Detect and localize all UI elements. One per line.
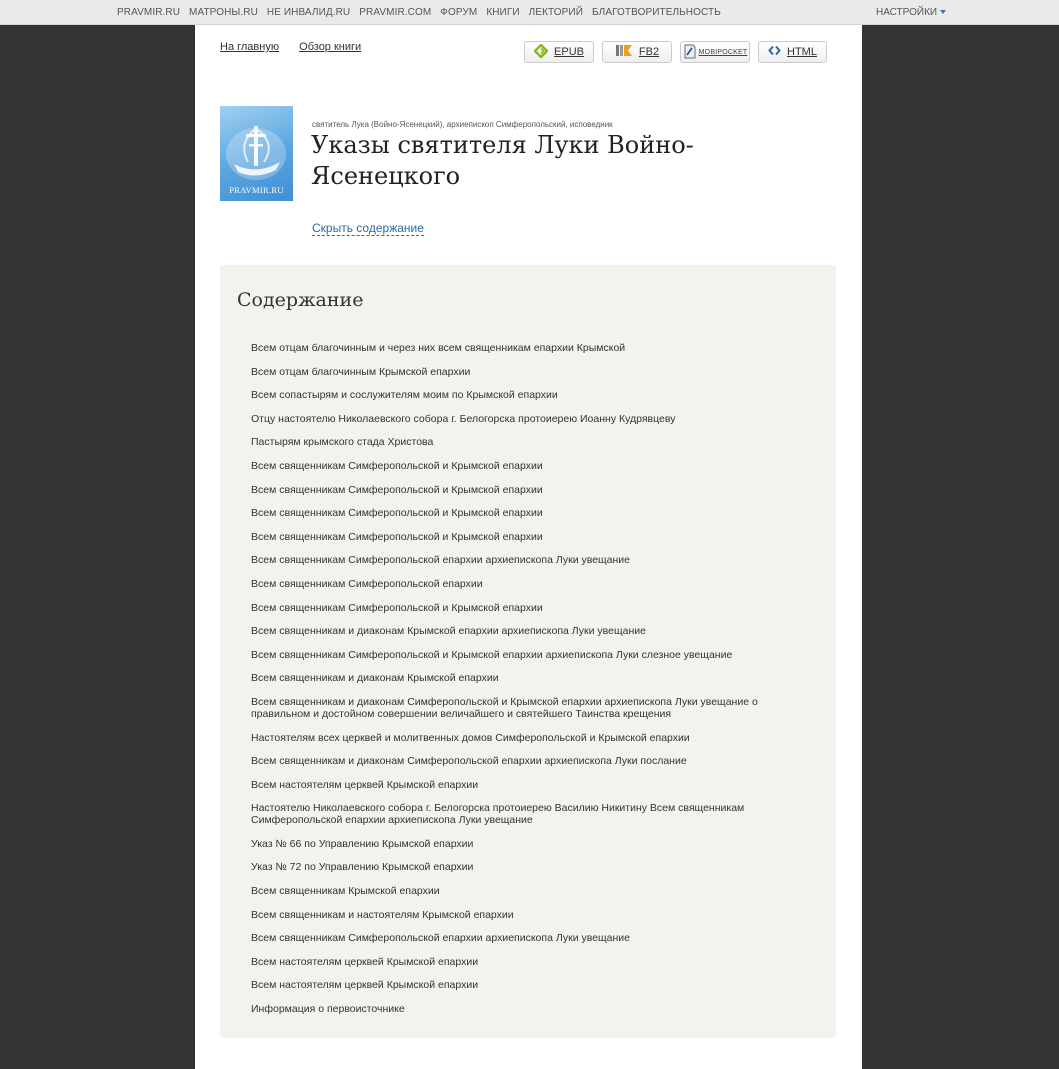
- toc-item[interactable]: Информация о первоисточнике: [251, 1003, 405, 1016]
- toc-heading: Содержание: [237, 289, 364, 311]
- toc-item[interactable]: Всем сопастырям и сослужителям моим по Крымской епархии: [251, 389, 558, 402]
- fb2-download-button[interactable]: [602, 41, 672, 63]
- toc-item[interactable]: Указ № 66 по Управлению Крымской епархии: [251, 837, 474, 850]
- mobipocket-label: MOBIPOCKET: [698, 48, 748, 56]
- nav-link-pravmir-com[interactable]: PRAVMIR.COM: [359, 6, 432, 18]
- toc-item[interactable]: Всем священникам и диаконам Крымской епархии архиепископа Луки увещание: [251, 625, 646, 638]
- nav-link-pravmir-ru[interactable]: PRAVMIR.RU: [117, 6, 181, 18]
- html-label: HTML: [787, 46, 817, 58]
- toc-item[interactable]: Всем священникам Крымской епархии: [251, 885, 440, 898]
- home-link[interactable]: На главную: [220, 41, 280, 53]
- toggle-contents-link[interactable]: Скрыть содержание: [312, 221, 424, 235]
- nav-link-lectures[interactable]: ЛЕКТОРИЙ: [528, 6, 583, 18]
- book-title: Указы святителя Луки Войно-Ясенецкого: [311, 131, 694, 190]
- nav-link-forum[interactable]: ФОРУМ: [440, 6, 478, 18]
- toc-item[interactable]: Всем священникам и диаконам Симферопольской епархии архиепископа Луки послание: [251, 755, 687, 768]
- fb2-icon: [615, 44, 633, 60]
- toc-item[interactable]: Всем настоятелям церквей Крымской епархии: [251, 778, 479, 791]
- breadcrumb: [220, 41, 378, 53]
- book-page: [195, 25, 862, 1069]
- settings-dropdown[interactable]: [876, 0, 946, 24]
- nav-link-neinvalid[interactable]: НЕ ИНВАЛИД.RU: [266, 6, 351, 18]
- toc-item[interactable]: Всем отцам благочинным и через них всем священникам епархии Крымской: [251, 342, 626, 354]
- toc-item[interactable]: Всем священникам и диаконам Крымской епархии: [251, 672, 499, 685]
- caret-down-icon: [940, 10, 946, 14]
- settings-label: НАСТРОЙКИ: [876, 6, 938, 18]
- code-icon: [768, 45, 781, 59]
- epub-label: EPUB: [554, 46, 584, 58]
- download-formats: [524, 41, 835, 63]
- toc-item[interactable]: Всем настоятелям церквей Крымской епархии: [251, 979, 479, 992]
- nav-link-books[interactable]: КНИГИ: [486, 6, 520, 18]
- nav-link-charity[interactable]: БЛАГОТВОРИТЕЛЬНОСТЬ: [592, 6, 721, 18]
- toc-item[interactable]: Всем священникам Симферопольской и Крымской епархии: [251, 530, 543, 543]
- toc-item[interactable]: Всем священникам Симферопольской и Крымской епархии: [251, 459, 543, 472]
- mobipocket-download-button[interactable]: [680, 41, 750, 63]
- toc-item[interactable]: Настоятелям всех церквей и молитвенных домов Симферопольской и Крымской епархии: [251, 731, 690, 744]
- fb2-label: FB2: [638, 46, 660, 58]
- html-view-button[interactable]: [758, 41, 827, 63]
- toc-item[interactable]: Всем священникам Симферопольской и Крымской епархии: [251, 601, 543, 614]
- table-of-contents: [220, 265, 836, 1038]
- toc-item[interactable]: Всем священникам Симферопольской и Крымской епархии архиепископа Луки слезное увещание: [251, 648, 733, 661]
- toc-item[interactable]: Всем священникам и настоятелям Крымской епархии: [251, 908, 514, 921]
- toc-list: [251, 342, 811, 1027]
- epub-download-button[interactable]: [524, 41, 594, 63]
- cover-label: PRAVMIR.RU: [229, 185, 284, 195]
- book-cover: [220, 106, 293, 201]
- book-overview-link[interactable]: Обзор книги: [299, 41, 362, 53]
- top-nav-links: [117, 0, 730, 24]
- toc-item[interactable]: Всем священникам Симферопольской епархии: [251, 577, 483, 590]
- toc-item[interactable]: Отцу настоятелю Николаевского собора г. Белогорска протоиерею Иоанну Кудрявцеву: [251, 412, 676, 425]
- toc-item[interactable]: Всем священникам Симферопольской и Крымской епархии: [251, 483, 543, 496]
- top-nav-bar: [0, 0, 1059, 25]
- toc-item[interactable]: Всем отцам благочинным Крымской епархии: [251, 365, 471, 378]
- epub-icon: [534, 44, 548, 61]
- toc-item[interactable]: Указ № 72 по Управлению Крымской епархии: [251, 861, 474, 874]
- toc-item[interactable]: Всем священникам Симферопольской и Крымской епархии: [251, 507, 543, 520]
- toc-item[interactable]: Всем священникам Симферопольской епархии архиепископа Луки увещание: [251, 932, 631, 945]
- mobipocket-icon: [683, 44, 696, 61]
- toc-item[interactable]: Всем настоятелям церквей Крымской епархии: [251, 955, 479, 968]
- toc-item[interactable]: Пастырям крымского стада Христова: [251, 436, 434, 449]
- toc-item[interactable]: Всем священникам и диаконам Симферопольской и Крымской епархии архиепископа Луки увещание о правильном и достойном совершении величайшего и святейшего Таинства крещения: [251, 695, 758, 720]
- toc-item[interactable]: Настоятелю Николаевского собора г. Белогорска протоиерею Василию Никитину Всем священникам Симферопольской епархии архиепископа Луки увещание: [251, 802, 745, 827]
- book-author[interactable]: святитель Лука (Войно-Ясенецкий), архиепископ Симферопольский, исповедник: [312, 120, 613, 129]
- toc-item[interactable]: Всем священникам Симферопольской епархии архиепископа Луки увещание: [251, 554, 631, 567]
- nav-link-matrony[interactable]: МАТРОНЫ.RU: [189, 6, 258, 18]
